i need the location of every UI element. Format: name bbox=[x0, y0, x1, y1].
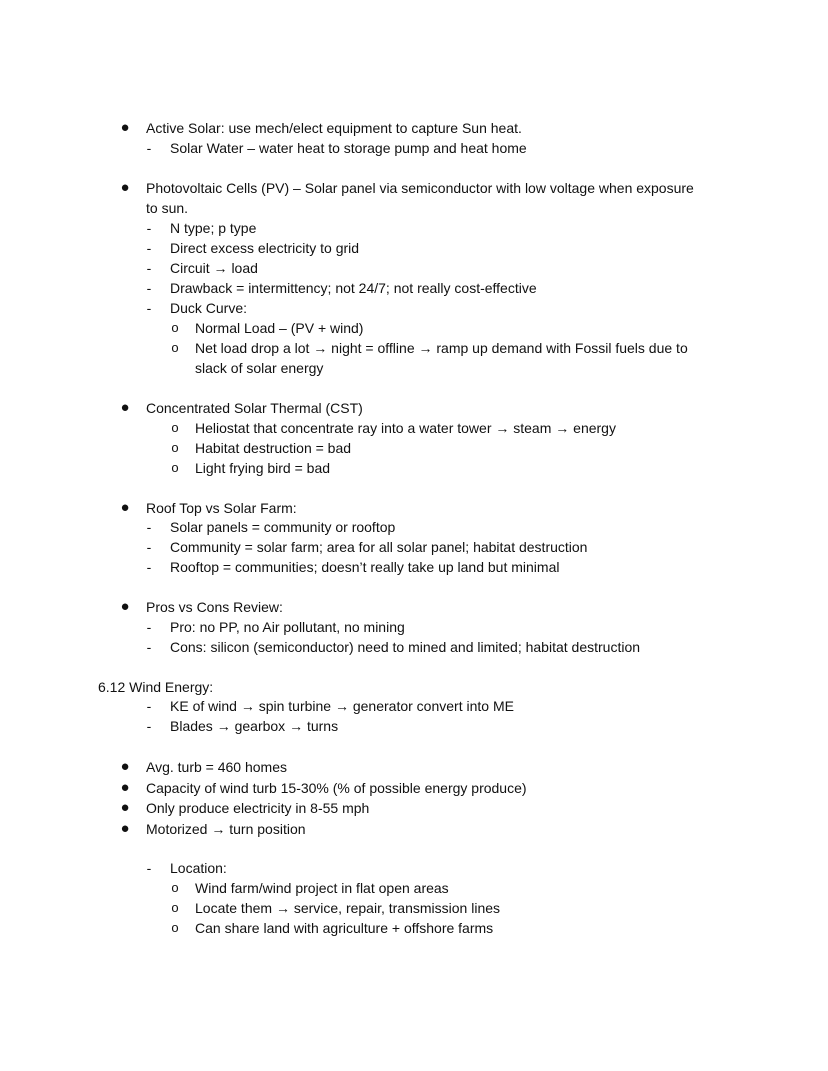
dash-marker: - bbox=[146, 140, 152, 156]
wind-bullet bbox=[0, 798, 828, 818]
list-item-text: Rooftop = communities; doesn’t really take up land but minimal bbox=[170, 559, 560, 575]
list-item-text: Only produce electricity in 8-55 mph bbox=[146, 800, 370, 816]
bullet-marker: ● bbox=[120, 820, 130, 837]
circle-marker: o bbox=[171, 320, 179, 335]
sub-list-item bbox=[0, 318, 828, 338]
list-item-text: Net load drop a lot → night = offline → ramp up demand with Fossil fuels due to bbox=[195, 340, 688, 356]
sub-list-item-continued bbox=[0, 358, 828, 378]
dash-marker: - bbox=[146, 860, 152, 876]
sub-list-item bbox=[0, 458, 828, 478]
pv-bullet bbox=[0, 178, 828, 198]
list-item-text: Locate them → service, repair, transmission lines bbox=[195, 900, 501, 916]
list-item-text: Active Solar: use mech/elect equipment to capture Sun heat. bbox=[146, 120, 522, 136]
list-item-text: to sun. bbox=[146, 200, 189, 216]
circle-marker: o bbox=[171, 460, 179, 475]
list-item bbox=[0, 537, 828, 557]
list-item-text: Pro: no PP, no Air pollutant, no mining bbox=[170, 619, 405, 635]
dash-marker: - bbox=[146, 519, 152, 535]
list-item-text: Direct excess electricity to grid bbox=[170, 240, 360, 256]
pv-bullet-continued bbox=[0, 198, 828, 218]
list-item-text: Motorized → turn position bbox=[146, 821, 306, 837]
cst-bullet bbox=[0, 398, 828, 418]
dash-marker: - bbox=[146, 260, 152, 276]
sub-list-item bbox=[0, 918, 828, 938]
list-item-text: Light frying bird = bad bbox=[195, 460, 331, 476]
list-item-text: Pros vs Cons Review: bbox=[146, 599, 283, 615]
active-solar-bullet bbox=[0, 118, 828, 138]
list-item bbox=[0, 637, 828, 657]
bullet-marker: ● bbox=[120, 799, 130, 816]
list-item-text: Location: bbox=[170, 860, 227, 876]
list-item-text: Drawback = intermittency; not 24/7; not really cost-effective bbox=[170, 280, 537, 296]
list-item-text: slack of solar energy bbox=[195, 360, 324, 376]
sub-list-item bbox=[0, 438, 828, 458]
circle-marker: o bbox=[171, 440, 179, 455]
list-item bbox=[0, 278, 828, 298]
circle-marker: o bbox=[171, 420, 179, 435]
list-item-text: Can share land with agriculture + offshore farms bbox=[195, 920, 494, 936]
dash-marker: - bbox=[146, 619, 152, 635]
list-item-text: Habitat destruction = bad bbox=[195, 440, 352, 456]
bullet-marker: ● bbox=[120, 598, 130, 615]
dash-marker: - bbox=[146, 639, 152, 655]
sub-list-item bbox=[0, 418, 828, 438]
list-item-text: Photovoltaic Cells (PV) – Solar panel via semiconductor with low voltage when exposure bbox=[146, 180, 694, 196]
list-item-text: Roof Top vs Solar Farm: bbox=[146, 500, 297, 516]
section-heading bbox=[0, 677, 828, 697]
list-item bbox=[0, 696, 828, 716]
list-item-text: Concentrated Solar Thermal (CST) bbox=[146, 400, 363, 416]
list-item bbox=[0, 258, 828, 278]
list-item bbox=[0, 517, 828, 537]
bullet-marker: ● bbox=[120, 399, 130, 416]
list-item-text: Solar Water – water heat to storage pump and heat home bbox=[170, 140, 527, 156]
list-item-text: Duck Curve: bbox=[170, 300, 248, 316]
circle-marker: o bbox=[171, 920, 179, 935]
dash-marker: - bbox=[146, 300, 152, 316]
circle-marker: o bbox=[171, 900, 179, 915]
bullet-marker: ● bbox=[120, 179, 130, 196]
sub-list-item bbox=[0, 338, 828, 358]
list-item bbox=[0, 716, 828, 736]
wind-energy-heading: 6.12 Wind Energy: bbox=[98, 679, 214, 695]
list-item bbox=[0, 218, 828, 238]
list-item-text: Cons: silicon (semiconductor) need to mined and limited; habitat destruction bbox=[170, 639, 641, 655]
dash-marker: - bbox=[146, 240, 152, 256]
wind-bullet bbox=[0, 819, 828, 839]
list-item bbox=[0, 138, 828, 158]
dash-marker: - bbox=[146, 220, 152, 236]
bullet-marker: ● bbox=[120, 758, 130, 775]
list-item-text: N type; p type bbox=[170, 220, 257, 236]
list-item-text: Blades → gearbox → turns bbox=[170, 718, 339, 734]
dash-marker: - bbox=[146, 539, 152, 555]
list-item-text: KE of wind → spin turbine → generator convert into ME bbox=[170, 698, 514, 714]
list-item bbox=[0, 557, 828, 577]
list-item-text: Community = solar farm; area for all solar panel; habitat destruction bbox=[170, 539, 588, 555]
dash-marker: - bbox=[146, 718, 152, 734]
bullet-marker: ● bbox=[120, 779, 130, 796]
sub-list-item bbox=[0, 898, 828, 918]
list-item-text: Solar panels = community or rooftop bbox=[170, 519, 396, 535]
list-item bbox=[0, 858, 828, 878]
dash-marker: - bbox=[146, 698, 152, 714]
bullet-marker: ● bbox=[120, 499, 130, 516]
list-item-text: Heliostat that concentrate ray into a water tower → steam → energy bbox=[195, 420, 616, 436]
wind-bullet bbox=[0, 757, 828, 777]
sub-list-item bbox=[0, 878, 828, 898]
circle-marker: o bbox=[171, 340, 179, 355]
list-item-text: Normal Load – (PV + wind) bbox=[195, 320, 364, 336]
dash-marker: - bbox=[146, 280, 152, 296]
wind-bullet bbox=[0, 778, 828, 798]
list-item bbox=[0, 298, 828, 318]
list-item-text: Capacity of wind turb 15-30% (% of possible energy produce) bbox=[146, 780, 527, 796]
circle-marker: o bbox=[171, 880, 179, 895]
pros-cons-bullet bbox=[0, 597, 828, 617]
list-item-text: Circuit → load bbox=[170, 260, 258, 276]
list-item-text: Avg. turb = 460 homes bbox=[146, 759, 287, 775]
bullet-marker: ● bbox=[120, 119, 130, 136]
list-item-text: Wind farm/wind project in flat open areas bbox=[195, 880, 449, 896]
dash-marker: - bbox=[146, 559, 152, 575]
list-item bbox=[0, 238, 828, 258]
rooftop-bullet bbox=[0, 498, 828, 518]
list-item bbox=[0, 617, 828, 637]
